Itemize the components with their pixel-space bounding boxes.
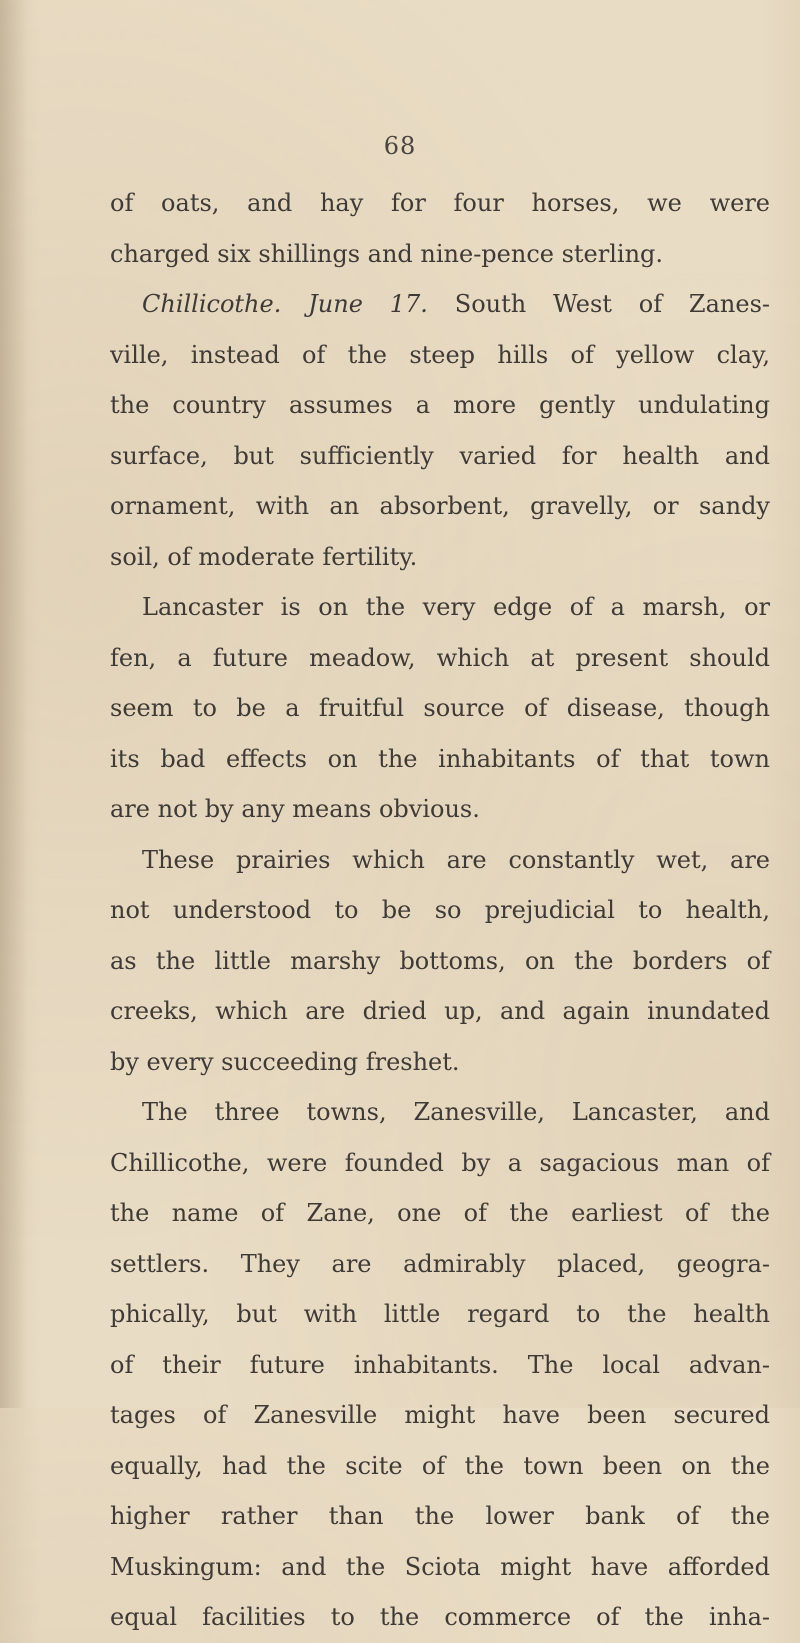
text-line: The three towns, Zanesville, Lancaster, and [142, 1098, 770, 1126]
text-line: settlers. They are admirably placed, geogra- [110, 1249, 770, 1278]
text-line: its bad effects on the inhabitants of that town [110, 744, 770, 773]
text-line: Chillicothe, were founded by a sagacious man of [110, 1148, 770, 1177]
text-line: as the little marshy bottoms, on the borders of [110, 946, 770, 975]
dateline-italic: Chillicothe. June 17. [142, 290, 428, 318]
text-line: Lancaster is on the very edge of a marsh, or [142, 593, 770, 621]
text-line: of their future inhabitants. The local advan- [110, 1350, 770, 1379]
text-line: the country assumes a more gently undulating [110, 391, 770, 419]
text-line: by every succeeding freshet. [110, 1047, 460, 1076]
text-line: ville, instead of the steep hills of yellow clay, [110, 340, 770, 369]
text-line: not understood to be so prejudicial to health, [110, 896, 770, 924]
text-line: equally, had the scite of the town been on the [110, 1451, 770, 1480]
text-line: creeks, which are dried up, and again inundated [110, 997, 770, 1025]
body-text [110, 178, 770, 1643]
text-line: ornament, with an absorbent, gravelly, or sandy [110, 492, 770, 520]
dateline-rest: South West of Zanes- [427, 290, 771, 318]
text-line: of oats, and hay for four horses, we were [110, 189, 770, 217]
page-edge-shadow [0, 0, 28, 1408]
text-line-dateline [110, 279, 770, 330]
text-line: are not by any means obvious. [110, 795, 480, 823]
text-line: charged six shillings and nine-pence sterling. [110, 239, 664, 268]
text-line: surface, but sufficiently varied for health and [110, 441, 770, 470]
text-line: the name of Zane, one of the earliest of the [110, 1199, 770, 1227]
page-number: 68 [383, 132, 417, 160]
text-line: phically, but with little regard to the health [110, 1300, 770, 1328]
text-line: Muskingum: and the Sciota might have afforded [110, 1552, 770, 1581]
text-line: seem to be a fruitful source of disease, though [110, 694, 770, 722]
text-line: soil, of moderate fertility. [110, 542, 418, 571]
text-line: tages of Zanesville might have been secured [110, 1401, 770, 1429]
text-line: equal facilities to the commerce of the inha- [110, 1603, 770, 1631]
text-line: These prairies which are constantly wet, are [142, 845, 770, 874]
text-line: fen, a future meadow, which at present should [110, 643, 770, 672]
text-line: higher rather than the lower bank of the [110, 1502, 770, 1530]
